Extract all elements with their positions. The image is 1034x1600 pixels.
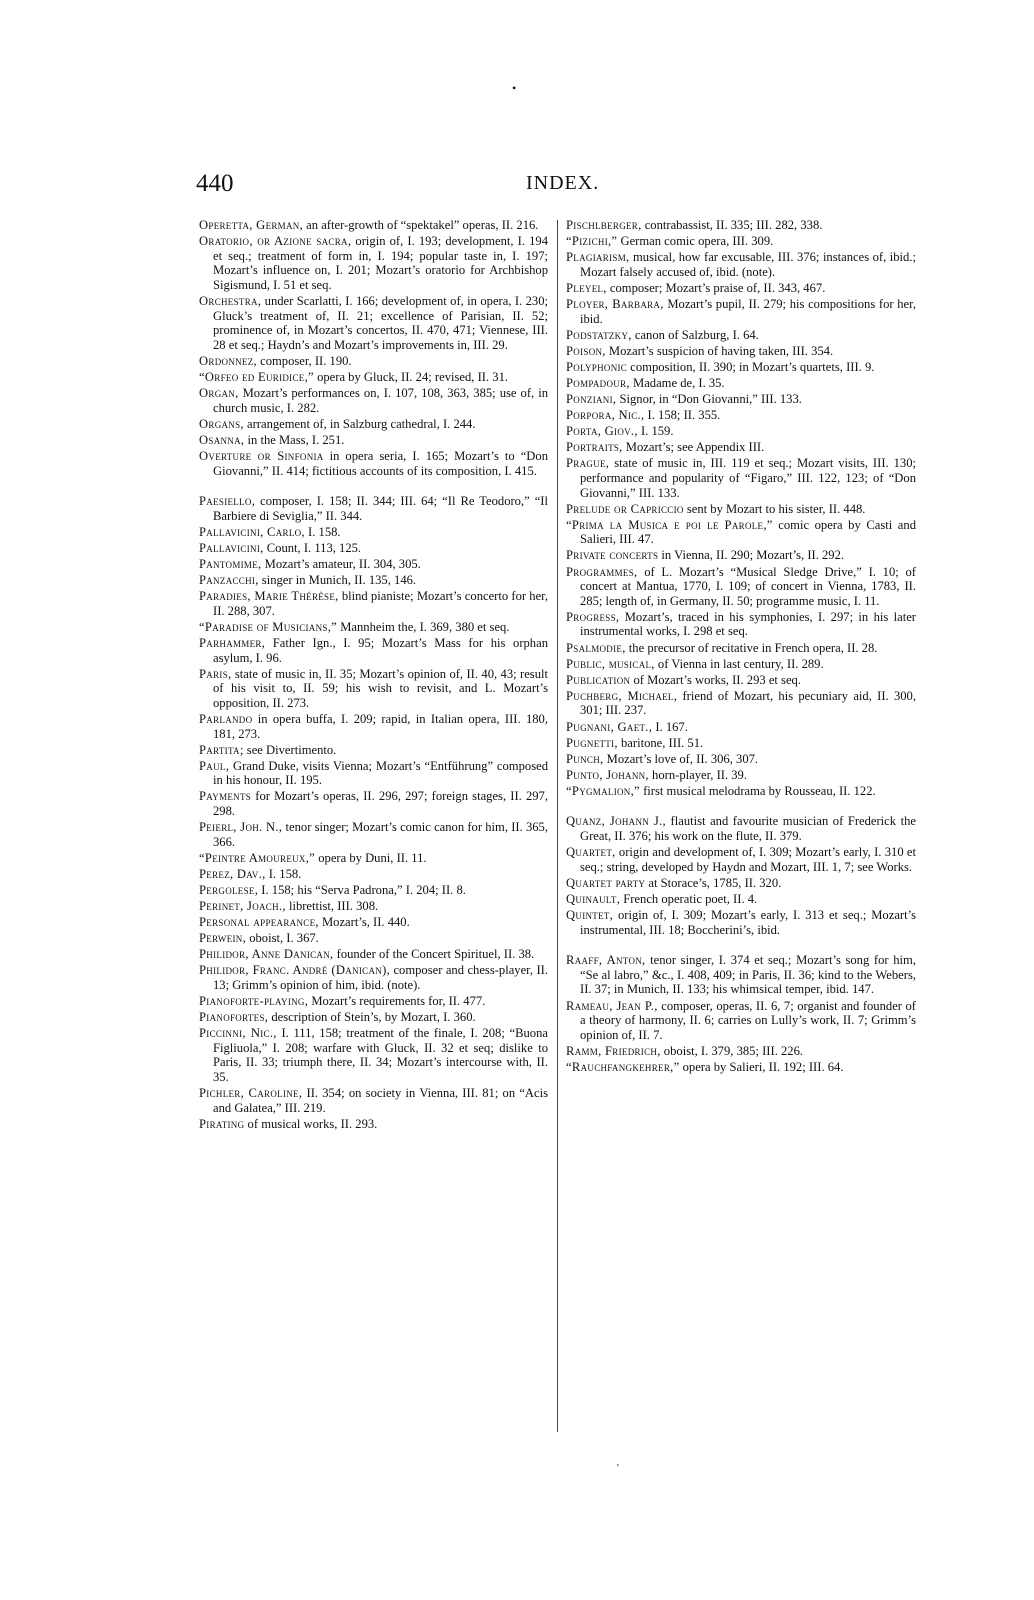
page-header (196, 170, 916, 200)
index-entry (566, 784, 916, 799)
index-entry (566, 456, 916, 500)
index-heading: Poison, (566, 343, 606, 358)
index-text: Mozart’s requirements for, II. 477. (308, 994, 486, 1009)
index-entry (566, 876, 916, 891)
index-heading: Osanna, (199, 432, 245, 447)
index-text: in opera seria, I. 165; Mozart’s to “Don Giovanni,” II. 414; fictitious accounts of its composition, I. 415. (213, 448, 548, 478)
index-text: Madame de, I. 35. (629, 375, 725, 390)
index-text: opera by Gluck, II. 24; revised, II. 31. (313, 369, 509, 384)
index-entry (566, 297, 916, 326)
index-entry (566, 641, 916, 656)
index-text: librettist, III. 308. (285, 899, 379, 914)
index-entry (199, 963, 548, 992)
index-entry (566, 673, 916, 688)
index-heading: Pantomime, (199, 556, 262, 571)
index-text: baritone, III. 51. (617, 735, 704, 750)
index-text: Mannheim the, I. 369, 380 et seq. (337, 619, 510, 634)
index-heading: Perez, Dav., (199, 866, 266, 881)
index-text: flautist and favourite musician of Frederick the Great, II. 376; his work on the flute, II. 379. (580, 814, 916, 844)
index-text: I. 159. (637, 424, 674, 439)
index-heading: “Rauchfangkehrer,” (566, 1059, 680, 1074)
index-text: in the Mass, I. 251. (244, 432, 345, 447)
index-entry (566, 250, 916, 279)
index-heading: Perwein, (199, 931, 247, 946)
index-text: of Mozart’s works, II. 293 et seq. (630, 672, 801, 687)
index-entry (199, 589, 548, 618)
index-entry (199, 994, 548, 1009)
index-entry (199, 743, 548, 758)
index-entry (566, 328, 916, 343)
index-entry (566, 610, 916, 639)
index-heading: Peierl, Joh. N., (199, 820, 283, 835)
index-entry (566, 908, 916, 937)
index-heading: Pianofortes, (199, 1010, 269, 1025)
index-entry (199, 557, 548, 572)
index-entry (566, 892, 916, 907)
index-text: state of music in, II. 35; Mozart’s opinion of, II. 40, 43; result of his visit to, II. 59; his wish to revisit, and L. Mozart’s opposition, II. 273. (213, 666, 548, 710)
index-text: in opera buffa, I. 209; rapid, in Italian opera, III. 180, 181, 273. (213, 711, 548, 741)
index-heading: Progress, (566, 609, 620, 624)
index-heading: Psalmodie, (566, 640, 626, 655)
index-text: tenor singer; Mozart’s comic canon for him, II. 365, 366. (213, 820, 548, 849)
index-heading: Parlando (199, 711, 253, 726)
index-entry (199, 433, 548, 448)
index-text: founder of the Concert Spirituel, II. 38. (333, 947, 535, 962)
index-heading: Orchestra, (199, 293, 262, 308)
index-heading: Paesiello, (199, 494, 256, 509)
index-text: the precursor of recitative in French opera, II. 28. (625, 640, 878, 655)
index-text: musical, how far excusable, III. 376; instances of, ibid.; Mozart falsely accused of, ibid. (note). (580, 250, 916, 279)
index-entry (199, 449, 548, 478)
index-heading: Private concerts (566, 548, 659, 563)
index-heading: Paris, (199, 666, 232, 681)
index-heading: Prague, (566, 456, 610, 471)
index-entry (566, 565, 916, 609)
index-heading: Parhammer, (199, 635, 266, 650)
index-heading: Pallavicini, (199, 540, 264, 555)
index-text: see Divertimento. (243, 742, 337, 757)
index-text: composer and chess-player, II. 13; Grimm’s opinion of him, ibid. (note). (213, 963, 548, 992)
index-entry (566, 814, 916, 843)
index-entry (566, 752, 916, 767)
index-heading: Organs, (199, 416, 244, 431)
index-heading: Punch, (566, 751, 604, 766)
index-entry (566, 360, 916, 375)
index-text: Signor, in “Don Giovanni,” III. 133. (616, 392, 802, 407)
index-text: tenor singer, I. 374 et seq.; Mozart’s song for him, “Se al labro,” &c., I. 408, 409; in Paris, II. 36; kind to the Webers, II. 37; in Munich, II. 133; his whimsical temper, ibid. 147. (580, 953, 916, 997)
index-heading: Ponziani, (566, 392, 617, 407)
index-heading: Puchberg, Michael, (566, 688, 678, 703)
index-text: sent by Mozart to his sister, II. 448. (683, 501, 866, 516)
index-entry (199, 947, 548, 962)
index-heading: Piccinni, Nic., (199, 1026, 277, 1041)
index-heading: Programmes, (566, 564, 638, 579)
index-entry (566, 424, 916, 439)
index-text: I. 158. (265, 866, 302, 881)
index-entry (199, 417, 548, 432)
index-heading: Panzacchi, (199, 573, 259, 588)
index-heading: Operetta, German, (199, 218, 304, 232)
index-entry (199, 541, 548, 556)
index-entry (566, 502, 916, 517)
index-text: Mozart’s, II. 440. (318, 915, 410, 930)
index-heading: Ordonnez, (199, 353, 257, 368)
index-text: French operatic poet, II. 4. (620, 891, 758, 906)
index-entry (566, 953, 916, 997)
index-text: friend of Mozart, his pecuniary aid, II. 300, 301; III. 237. (580, 688, 916, 718)
index-heading: Pischlberger, (566, 218, 642, 232)
index-text: oboist, I. 379, 385; III. 226. (660, 1043, 804, 1058)
index-heading: Public, musical, (566, 656, 655, 671)
column-divider (557, 220, 558, 1432)
index-heading: Ramm, Friedrich, (566, 1043, 661, 1058)
index-entry (199, 636, 548, 665)
index-heading: Personal appearance, (199, 915, 319, 930)
index-text: horn-player, II. 39. (648, 767, 748, 782)
index-entry (566, 768, 916, 783)
index-text: arrangement of, in Salzburg cathedral, I. 244. (243, 416, 476, 431)
index-heading: Pianoforte-playing, (199, 994, 309, 1009)
index-heading: Partita; (199, 742, 244, 757)
index-text: Mozart’s; see Appendix III. (622, 440, 765, 455)
index-heading: Philidor, Anne Danican, (199, 947, 334, 962)
index-text: origin and development of, I. 309; Mozart’s early, I. 310 et seq.; string, developed by Haydn and Mozart, III. 1, 7; see Works. (580, 845, 916, 874)
bottom-mark: ' (617, 1463, 619, 1474)
index-text: of Vienna in last century, II. 289. (654, 656, 824, 671)
index-entry (566, 548, 916, 563)
index-heading: Quartet, (566, 845, 616, 860)
index-heading: Pallavicini, Carlo, (199, 524, 305, 539)
top-mark: • (512, 81, 517, 95)
index-heading: Pompadour, (566, 375, 630, 390)
index-entry (199, 354, 548, 369)
page-title: INDEX. (526, 172, 600, 194)
index-heading: Ployer, Barbara, (566, 296, 664, 311)
index-heading: Oratorio, or Azione sacra, (199, 234, 352, 249)
index-entry (566, 845, 916, 874)
index-entry (199, 218, 548, 233)
index-text: under Scarlatti, I. 166; development of, in opera, I. 230; Gluck’s treatment of, II. 21; excellence of Parisian, II. 52; prominence of, in Mozart’s concertos, II. 470, 471; Viennese, III. 28 et seq.; Haydn’s and Mozart’s improvements in, III. 29. (213, 293, 548, 352)
index-text: of musical works, II. 293. (244, 1116, 378, 1131)
index-text: Father Ign., I. 95; Mozart’s Mass for his orphan asylum, I. 96. (213, 635, 548, 665)
index-entry (566, 518, 916, 547)
index-entry (199, 915, 548, 930)
index-heading: Prelude or Capriccio (566, 501, 684, 516)
index-heading: “Orfeo ed Euridice,” (199, 369, 314, 384)
index-text: German comic opera, III. 309. (617, 234, 774, 249)
index-heading: Payments (199, 789, 252, 804)
index-entry (199, 667, 548, 711)
index-heading: “Paradise of Musicians,” (199, 619, 338, 634)
index-text: at Storace’s, 1785, II. 320. (645, 875, 782, 890)
index-text: composition, II. 390; in Mozart’s quartets, III. 9. (627, 359, 875, 374)
index-entry (566, 689, 916, 718)
index-text: Mozart’s amateur, II. 304, 305. (261, 556, 421, 571)
index-heading: Pichler, Caroline, (199, 1086, 303, 1101)
index-column-left (199, 218, 548, 1133)
index-entry (199, 234, 548, 292)
index-text: for Mozart’s operas, II. 296, 297; foreign stages, II. 297, 298. (213, 789, 548, 818)
index-text: origin of, I. 309; Mozart’s early, I. 313 et seq.; Mozart’s instrumental, III. 18; Boccherini’s, ibid. (580, 908, 916, 937)
index-heading: Quinault, (566, 891, 621, 906)
index-entry (199, 1086, 548, 1115)
index-heading: Organ, (199, 386, 239, 401)
index-text: I. 111, 158; treatment of the finale, I. 208; “Buona Figliuola,” I. 208; warfare with Gluck, II. 32 et seq; dislike to Paris, II. 33; triumph there, II. 34; Mozart’s intercourse with, II. 35. (213, 1026, 548, 1085)
index-heading: Rameau, Jean P., (566, 998, 658, 1013)
index-text: Grand Duke, visits Vienna; Mozart’s “Entführung” composed in his honour, II. 195. (213, 758, 548, 788)
index-text: contrabassist, II. 335; III. 282, 338. (641, 218, 823, 232)
index-text: Mozart’s performances on, I. 107, 108, 363, 385; use of, in church music, I. 282. (213, 386, 548, 415)
index-entry (199, 1117, 548, 1132)
index-text: composer, operas, II. 6, 7; organist and founder of a theory of harmony, II. 6; carries on Lully’s work, II. 7; Grimm’s opinion of, II. 7. (580, 998, 916, 1042)
index-entry (199, 1010, 548, 1025)
index-text: II. 354; on society in Vienna, III. 81; on “Acis and Galatea,” III. 219. (213, 1086, 549, 1115)
index-text: blind pianiste; Mozart’s concerto for her, II. 288, 307. (213, 589, 548, 618)
index-entry (566, 218, 916, 233)
index-text: in Vienna, II. 290; Mozart’s, II. 292. (658, 548, 845, 563)
index-heading: Publication (566, 672, 631, 687)
index-entry (199, 386, 548, 415)
index-heading: Paul, (199, 758, 230, 773)
index-entry (199, 789, 548, 818)
index-entry (199, 931, 548, 946)
index-entry (566, 234, 916, 249)
index-entry (199, 883, 548, 898)
index-heading: “Peintre Amoureux,” (199, 850, 316, 865)
index-entry (199, 494, 548, 523)
index-text: Count, I. 113, 125. (263, 540, 362, 555)
index-entry (566, 657, 916, 672)
index-heading: Plagiarism, (566, 250, 630, 265)
index-text: I. 167. (652, 719, 688, 734)
index-heading: Punto, Johann, (566, 767, 649, 782)
index-entry (199, 867, 548, 882)
index-entry (566, 440, 916, 455)
index-heading: “Pizichi,” (566, 234, 618, 249)
index-entry (566, 392, 916, 407)
index-entry (199, 851, 548, 866)
index-heading: Portraits, (566, 440, 623, 455)
index-text: state of music in, III. 119 et seq.; Mozart visits, III. 130; performance and popularity of “Figaro,” III. 122, 123; of “Don Giovanni,” III. 133. (580, 456, 916, 500)
index-entry (566, 344, 916, 359)
index-heading: Quartet party (566, 875, 646, 890)
index-text: composer, I. 158; II. 344; III. 64; “Il Re Teodoro,” “Il Barbiere di Seviglia,” II. 344. (213, 494, 548, 523)
index-text: canon of Salzburg, I. 64. (631, 327, 759, 342)
index-entry (566, 376, 916, 391)
index-heading: Pleyel, (566, 280, 607, 295)
index-heading: Polyphonic (566, 359, 628, 374)
index-text: composer; Mozart’s praise of, II. 343, 467. (606, 280, 826, 295)
page-number: 440 (196, 170, 234, 197)
index-entry (199, 525, 548, 540)
index-text: singer in Munich, II. 135, 146. (258, 573, 417, 588)
index-entry (566, 736, 916, 751)
index-heading: “Pygmalion,” (566, 783, 640, 798)
index-text: opera by Duni, II. 11. (315, 850, 427, 865)
index-column-right (566, 218, 916, 1076)
index-entry (199, 820, 548, 849)
index-heading: Quintet, (566, 908, 614, 923)
index-entry (566, 408, 916, 423)
index-heading: Pergolese, (199, 882, 259, 897)
index-text: first musical melodrama by Rousseau, II. 122. (639, 783, 876, 798)
index-text: origin of, I. 193; development, I. 194 et seq.; treatment of form in, I. 194; popular taste in, I. 197; Mozart’s influence on, I. 201; Mozart’s oratorio for Archbishop Sigismund, I. 51 et seq. (213, 234, 548, 292)
index-heading: Raaff, Anton, (566, 953, 646, 968)
index-heading: Philidor, Franc. André (Danican), (199, 963, 391, 978)
index-heading: Porpora, Nic., (566, 408, 645, 423)
index-entry (566, 1060, 916, 1075)
index-entry (199, 620, 548, 635)
index-entry (199, 712, 548, 741)
index-entry (199, 899, 548, 914)
index-text: comic opera by Casti and Salieri, III. 47. (580, 517, 916, 547)
index-text: I. 158; his “Serva Padrona,” I. 204; II. 8. (258, 882, 466, 897)
index-text: Mozart’s suspicion of having taken, III. 354. (605, 343, 834, 358)
index-heading: Paradies, Marie Thérèse, (199, 589, 339, 604)
index-heading: Overture or Sinfonia (199, 448, 324, 463)
index-text: description of Stein’s, by Mozart, I. 360. (268, 1010, 476, 1025)
index-text: Mozart’s, traced in his symphonies, I. 297; in his later instrumental works, I. 298 et seq. (580, 609, 916, 639)
index-text: I. 158. (304, 524, 341, 539)
index-entry (199, 294, 548, 352)
index-text: opera by Salieri, II. 192; III. 64. (679, 1059, 844, 1074)
index-entry (566, 999, 916, 1043)
index-entry (199, 759, 548, 788)
index-text: oboist, I. 367. (246, 931, 319, 946)
index-heading: Quanz, Johann J., (566, 814, 667, 829)
index-entry (199, 1026, 548, 1084)
index-entry (199, 573, 548, 588)
index-text: composer, II. 190. (256, 353, 352, 368)
index-text: Mozart’s love of, II. 306, 307. (603, 751, 759, 766)
index-heading: Perinet, Joach., (199, 899, 286, 914)
index-heading: “Prima la Musica e poi le Parole,” (566, 517, 773, 532)
index-entry (566, 281, 916, 296)
index-text: an after-growth of “spektakel” operas, II. 216. (303, 218, 539, 232)
index-heading: Podstatzky, (566, 327, 632, 342)
index-entry (199, 370, 548, 385)
index-heading: Pugnetti, (566, 735, 618, 750)
index-entry (566, 1044, 916, 1059)
index-text: I. 158; II. 355. (644, 408, 721, 423)
index-text: Mozart’s pupil, II. 279; his compositions for her, ibid. (580, 296, 916, 326)
index-heading: Pirating (199, 1116, 245, 1131)
index-entry (566, 720, 916, 735)
index-text: of L. Mozart’s “Musical Sledge Drive,” I. 10; of concert at Mantua, 1770, I. 109; of concert in Vienna, 1783, II. 285; length of, in Germany, II. 50; programme music, I. 11. (580, 564, 916, 608)
index-heading: Pugnani, Gaet., (566, 719, 653, 734)
index-heading: Porta, Giov., (566, 424, 638, 439)
